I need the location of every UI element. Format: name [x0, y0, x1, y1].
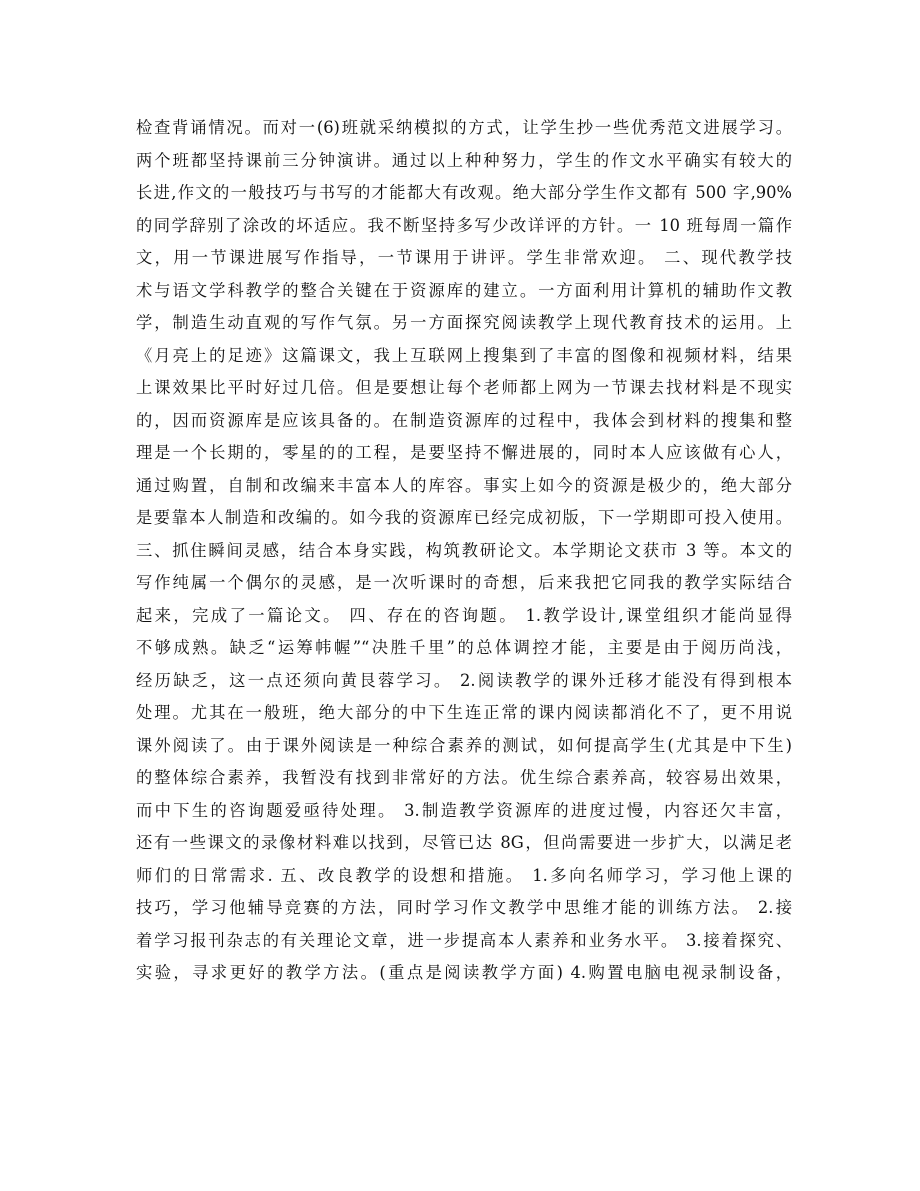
- text-line: 是要靠本人制造和改编的。如今我的资源库已经完成初版，下一学期即可投入使用。: [136, 508, 792, 527]
- text-line: 三、抓住瞬间灵感，结合本身实践，构筑教研论文。本学期论文获市 3 等。本文的: [136, 540, 792, 560]
- text-line: 处理。尤其在一般班，绝大部分的中下生连正常的课内阅读都消化不了，更不用说: [136, 703, 792, 722]
- body-text: [136, 112, 792, 990]
- text-line: 经历缺乏，这一点还须向黄艮蓉学习。 2.阅读教学的课外迁移才能没有得到根本: [136, 670, 792, 690]
- text-line: 的同学辞别了涂改的坏适应。我不断坚持多写少改详评的方针。一 10 班每周一篇作: [136, 215, 792, 235]
- text-line: 学，制造生动直观的写作气氛。另一方面探究阅读教学上现代教育技术的运用。上: [136, 313, 792, 332]
- text-line: 还有一些课文的录像材料难以找到，尽管已达 8G，但尚需要进一步扩大，以满足老: [136, 833, 792, 852]
- text-line: 术与语文学科教学的整合关键在于资源库的建立。一方面利用计算机的辅助作文教: [136, 280, 792, 300]
- text-line: 着学习报刊杂志的有关理论文章，进一步提高本人素养和业务水平。 3.接着探究、: [136, 930, 792, 950]
- text-line: 两个班都坚持课前三分钟演讲。通过以上种种努力，学生的作文水平确实有较大的: [136, 150, 792, 170]
- text-line: 而中下生的咨询题爱亟待处理。 3.制造教学资源库的进度过慢，内容还欠丰富，: [136, 800, 792, 820]
- text-line: 上课效果比平时好过几倍。但是要想让每个老师都上网为一节课去找材料是不现实: [136, 378, 792, 397]
- text-line: 实验，寻求更好的教学方法。(重点是阅读教学方面) 4.购置电脑电视录制设备，: [136, 963, 792, 982]
- text-line: 的整体综合素养，我暂没有找到非常好的方法。优生综合素养高，较容易出效果，: [136, 768, 792, 787]
- text-line: 理是一个长期的，零星的的工程，是要坚持不懈进展的，同时本人应该做有心人，: [136, 443, 792, 462]
- text-line: 文，用一节课进展写作指导，一节课用于讲评。学生非常欢迎。 二、现代教学技: [136, 248, 792, 267]
- text-line: 通过购置，自制和改编来丰富本人的库容。事实上如今的资源是极少的，绝大部分: [136, 475, 792, 495]
- text-line: 的，因而资源库是应该具备的。在制造资源库的过程中，我体会到材料的搜集和整: [136, 410, 792, 430]
- text-line: 检查背诵情况。而对一(6)班就采纳模拟的方式，让学生抄一些优秀范文进展学习。: [136, 118, 792, 137]
- text-line: 《月亮上的足迹》这篇课文，我上互联网上搜集到了丰富的图像和视频材料，结果: [136, 345, 792, 365]
- text-line: 不够成熟。缺乏“运筹帏幄”“决胜千里”的总体调控才能，主要是由于阅历尚浅，: [136, 638, 792, 657]
- text-line: 技巧，学习他辅导竞赛的方法，同时学习作文教学中思维才能的训练方法。 2.接: [136, 898, 792, 917]
- text-line: 起来，完成了一篇论文。 四、存在的咨询题。 1.教学设计,课堂组织才能尚显得: [136, 605, 792, 625]
- text-line: 长进,作文的一般技巧与书写的才能都大有改观。绝大部分学生作文都有 500 字,90%: [136, 183, 793, 202]
- text-line: 师们的日常需求. 五、改良教学的设想和措施。 1.多向名师学习，学习他上课的: [136, 865, 792, 885]
- text-line: 写作纯属一个偶尔的灵感，是一次听课时的奇想，后来我把它同我的教学实际结合: [136, 573, 792, 592]
- text-line: 课外阅读了。由于课外阅读是一种综合素养的测试，如何提高学生(尤其是中下生): [136, 735, 792, 755]
